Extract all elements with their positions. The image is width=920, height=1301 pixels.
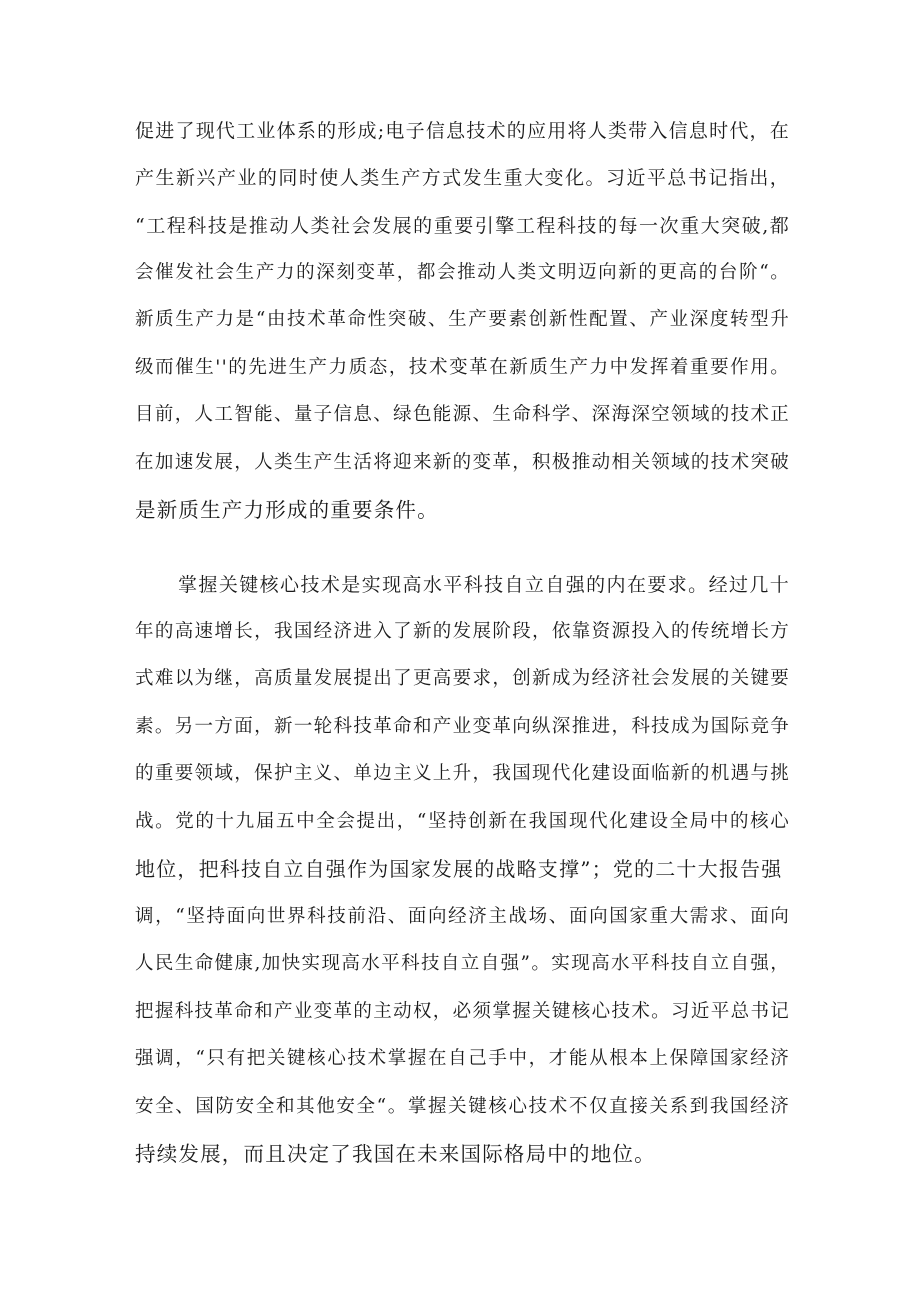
- text-line: “工程科技是推动人类社会发展的重要引擎工程科技的每一次重大突破,都: [135, 215, 790, 237]
- text-line: 安全、国防安全和其他安全“。掌握关键核心技术不仅直接关系到我国经济: [135, 1096, 790, 1117]
- text-line: 新质生产力是“由技术革命性突破、生产要素创新性配置、产业深度转型升: [135, 309, 790, 330]
- text-line: 是新质生产力形成的重要条件。: [135, 498, 439, 522]
- text-line: 素。另一方面，新一轮科技革命和产业变革向纵深推进，科技成为国际竞争: [135, 716, 790, 737]
- text-line: 强调，“只有把关键核心技术掌握在自己手中，才能从根本上保障国家经济: [135, 1048, 790, 1069]
- text-line: 目前，人工智能、量子信息、绿色能源、生命科学、深海深空领域的技术正: [135, 404, 790, 425]
- text-line: 年的高速增长，我国经济进入了新的发展阶段，依靠资源投入的传统增长方: [135, 621, 790, 642]
- text-line: 促进了现代工业体系的形成;电子信息技术的应用将人类带入信息时代，在: [135, 120, 790, 142]
- text-line: 持续发展，而且决定了我国在未来国际格局中的地位。: [135, 1142, 656, 1166]
- text-line: 地位，把科技自立自强作为国家发展的战略支撑”；党的二十大报告强: [135, 857, 783, 881]
- text-line: 调，“坚持面向世界科技前沿、面向经济主战场、面向国家重大需求、面向: [135, 906, 790, 927]
- text-line: 把握科技革命和产业变革的主动权，必须掌握关键核心技术。习近平总书记: [135, 1001, 790, 1022]
- text-line: 掌握关键核心技术是实现高水平科技自立自强的内在要求。经过几十: [178, 574, 790, 596]
- text-line: 的重要领域，保护主义、单边主义上升，我国现代化建设面临新的机遇与挑: [135, 763, 790, 784]
- text-line: 式难以为继，高质量发展提出了更高要求，创新成为经济社会发展的关键要: [135, 668, 790, 689]
- text-line: 人民生命健康,加快实现高水平科技自立自强”。实现高水平科技自立自强，: [135, 953, 790, 974]
- text-line: 战。党的十九届五中全会提出，“坚持创新在我国现代化建设全局中的核心: [135, 811, 790, 832]
- text-line: 产生新兴产业的同时使人类生产方式发生重大变化。习近平总书记指出，: [135, 167, 790, 189]
- text-line: 级而催生''的先进生产力质态，技术变革在新质生产力中发挥着重要作用。: [135, 357, 790, 378]
- text-line: 会催发社会生产力的深刻变革，都会推动人类文明迈向新的更高的台阶“。: [135, 262, 790, 283]
- text-line: 在加速发展，人类生产生活将迎来新的变革，积极推动相关领域的技术突破: [135, 452, 790, 473]
